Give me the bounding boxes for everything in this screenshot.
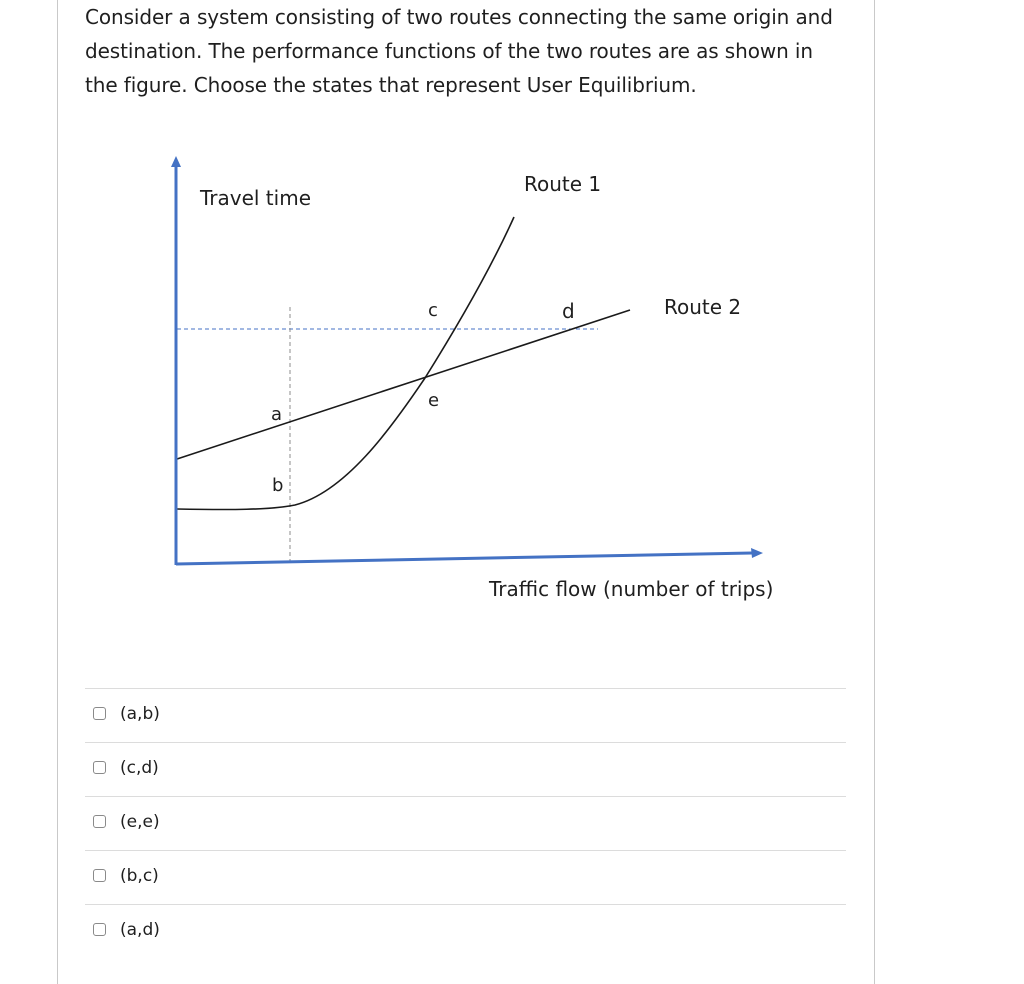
point-label-a: a bbox=[271, 404, 283, 425]
x-axis-label: Traffic flow (number of trips) bbox=[489, 577, 774, 601]
option-row-b-c[interactable] bbox=[85, 850, 846, 904]
option-row-a-b[interactable] bbox=[85, 688, 846, 742]
route2-label: Route 2 bbox=[664, 295, 742, 319]
option-label-e-e: (e,e) bbox=[120, 812, 160, 832]
option-label-c-d: (c,d) bbox=[120, 758, 159, 778]
option-row-a-d[interactable] bbox=[85, 904, 846, 958]
route1-label: Route 1 bbox=[524, 172, 602, 196]
option-checkbox-a-b[interactable] bbox=[93, 707, 106, 720]
option-checkbox-a-d[interactable] bbox=[93, 923, 106, 936]
y-axis-arrow-icon bbox=[171, 156, 181, 167]
point-label-e: e bbox=[428, 390, 440, 411]
point-label-d: d bbox=[562, 299, 575, 323]
option-row-e-e[interactable] bbox=[85, 796, 846, 850]
point-label-c: c bbox=[428, 300, 438, 321]
point-label-b: b bbox=[272, 475, 284, 496]
option-checkbox-e-e[interactable] bbox=[93, 815, 106, 828]
route1-curve bbox=[177, 217, 514, 510]
x-axis-arrow-icon bbox=[751, 548, 763, 558]
option-label-a-d: (a,d) bbox=[120, 920, 160, 940]
route2-line bbox=[177, 310, 630, 459]
question-text: Consider a system consisting of two routes connecting the same origin and destination. The performance functions of the two routes are as shown in the figure. Choose the states that represent User Equilibrium. bbox=[85, 5, 833, 97]
option-row-c-d[interactable] bbox=[85, 742, 846, 796]
option-checkbox-b-c[interactable] bbox=[93, 869, 106, 882]
option-label-b-c: (b,c) bbox=[120, 866, 159, 886]
x-axis bbox=[176, 553, 752, 564]
option-label-a-b: (a,b) bbox=[120, 704, 160, 724]
y-axis-label: Travel time bbox=[200, 186, 311, 210]
option-checkbox-c-d[interactable] bbox=[93, 761, 106, 774]
